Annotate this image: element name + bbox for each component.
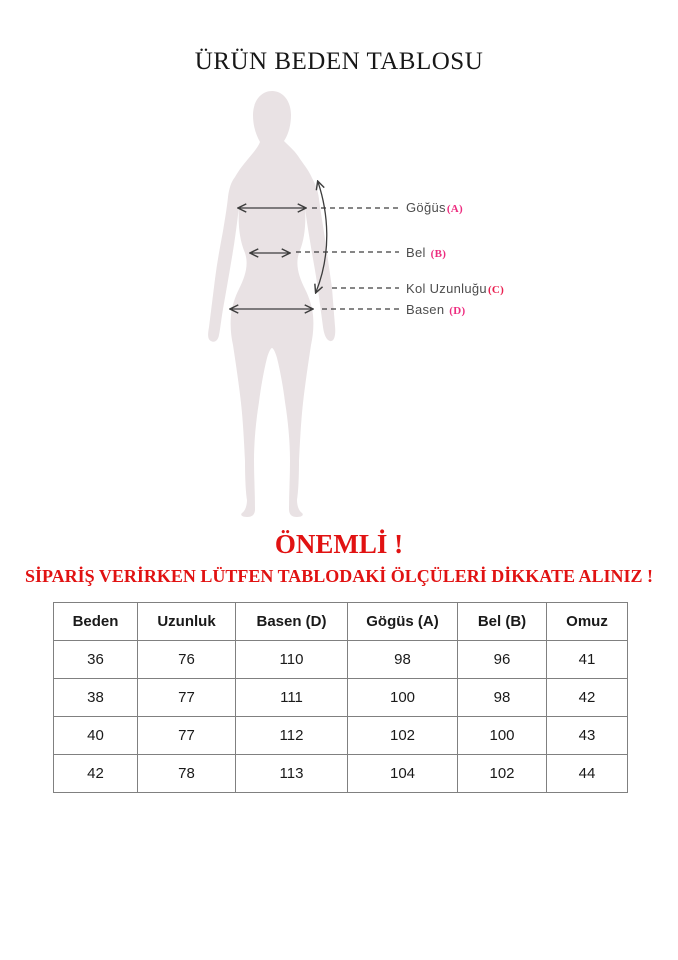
column-header: Basen (D) bbox=[236, 603, 348, 641]
table-cell: 102 bbox=[458, 755, 547, 793]
table-cell: 42 bbox=[547, 679, 628, 717]
label-chest-text: Göğüs bbox=[406, 200, 446, 215]
table-header-row bbox=[54, 603, 628, 641]
table-cell: 98 bbox=[458, 679, 547, 717]
notice-heading: ÖNEMLİ ! bbox=[274, 529, 404, 559]
label-hip bbox=[406, 302, 465, 319]
column-header: Beden bbox=[54, 603, 138, 641]
table-row bbox=[54, 717, 628, 755]
table-cell: 112 bbox=[236, 717, 348, 755]
label-hip-letter: (D) bbox=[449, 305, 466, 317]
table-cell: 40 bbox=[54, 717, 138, 755]
label-arm-length bbox=[406, 281, 504, 298]
table-cell: 96 bbox=[458, 641, 547, 679]
column-header: Gögüs (A) bbox=[348, 603, 458, 641]
table-row bbox=[54, 679, 628, 717]
column-header: Omuz bbox=[547, 603, 628, 641]
table-cell: 43 bbox=[547, 717, 628, 755]
label-chest-letter: (A) bbox=[446, 203, 463, 215]
table-cell: 36 bbox=[54, 641, 138, 679]
table-body bbox=[54, 641, 628, 793]
table-cell: 100 bbox=[348, 679, 458, 717]
table-cell: 76 bbox=[138, 641, 236, 679]
table-cell: 100 bbox=[458, 717, 547, 755]
table-cell: 77 bbox=[138, 679, 236, 717]
table-cell: 41 bbox=[547, 641, 628, 679]
silhouette-shape bbox=[208, 91, 335, 517]
column-header: Bel (B) bbox=[458, 603, 547, 641]
label-hip-text: Basen bbox=[406, 302, 445, 317]
page-title: ÜRÜN BEDEN TABLOSU bbox=[194, 48, 484, 75]
label-waist-letter: (B) bbox=[430, 248, 447, 260]
label-waist bbox=[406, 245, 446, 262]
label-chest bbox=[406, 200, 463, 217]
table-cell: 42 bbox=[54, 755, 138, 793]
table-cell: 110 bbox=[236, 641, 348, 679]
table-row bbox=[54, 755, 628, 793]
table-cell: 102 bbox=[348, 717, 458, 755]
label-arm-length-text: Kol Uzunluğu bbox=[406, 281, 487, 296]
table-cell: 77 bbox=[138, 717, 236, 755]
table-cell: 113 bbox=[236, 755, 348, 793]
label-waist-text: Bel bbox=[406, 245, 426, 260]
size-table bbox=[53, 602, 628, 793]
table-cell: 111 bbox=[236, 679, 348, 717]
table-cell: 78 bbox=[138, 755, 236, 793]
label-arm-length-letter: (C) bbox=[487, 284, 505, 296]
table-cell: 98 bbox=[348, 641, 458, 679]
table-row bbox=[54, 641, 628, 679]
table-cell: 104 bbox=[348, 755, 458, 793]
table-cell: 38 bbox=[54, 679, 138, 717]
table-cell: 44 bbox=[547, 755, 628, 793]
column-header: Uzunluk bbox=[138, 603, 236, 641]
notice-warning: SİPARİŞ VERİRKEN LÜTFEN TABLODAKİ ÖLÇÜLERİ DİKKATE ALINIZ ! bbox=[25, 566, 653, 586]
